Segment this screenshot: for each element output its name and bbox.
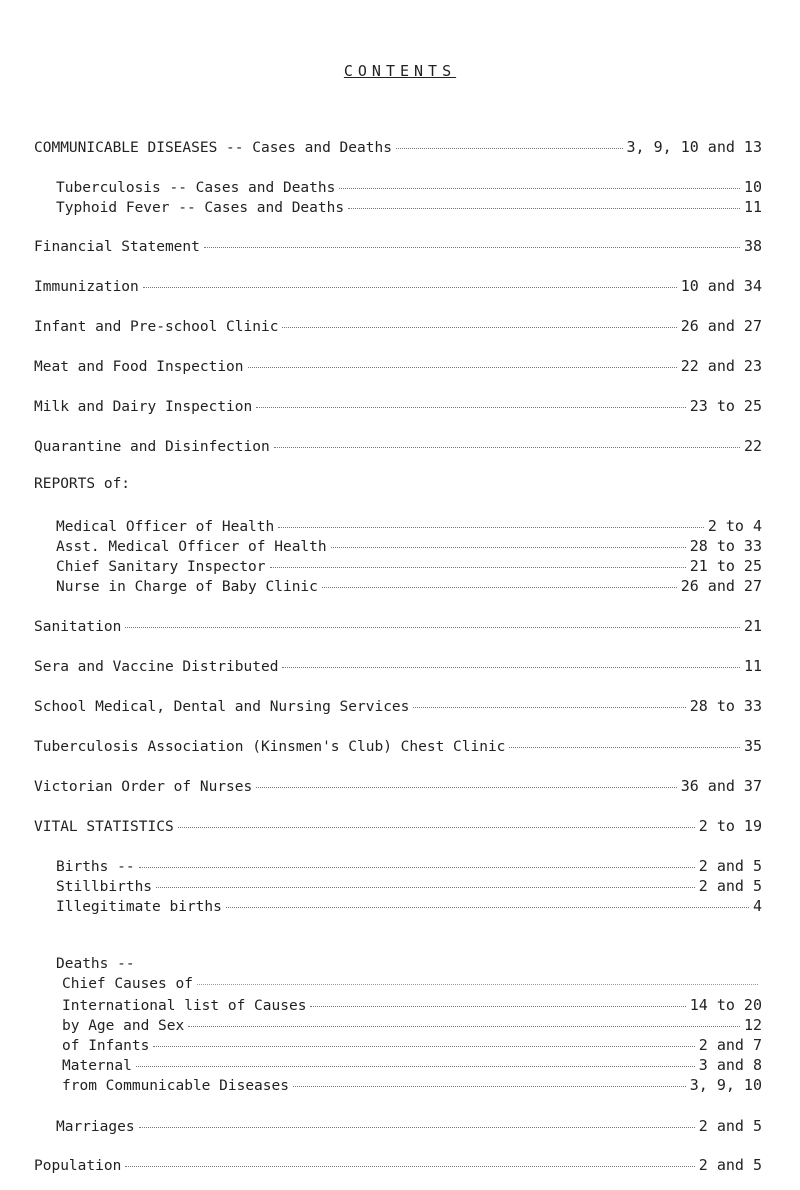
- toc-entry: [56, 877, 762, 895]
- toc-entry: [34, 357, 762, 375]
- toc-entry-page: 28 to 33: [689, 697, 762, 715]
- toc-entry: [56, 857, 762, 875]
- dot-leader: [282, 667, 740, 668]
- dot-leader: [274, 447, 740, 448]
- dot-leader: [197, 984, 758, 985]
- toc-entry: [62, 1076, 762, 1094]
- toc-entry-page: 2 and 5: [698, 877, 762, 895]
- toc-entry: [62, 1016, 762, 1034]
- toc-entry-label: Stillbirths: [56, 879, 153, 895]
- toc-entry: [62, 1036, 762, 1054]
- toc-entry-page: 10: [743, 178, 762, 196]
- dot-leader: [339, 188, 740, 189]
- toc-entry-label: Nurse in Charge of Baby Clinic: [56, 579, 318, 595]
- section-heading-deaths: Deaths --: [56, 956, 135, 972]
- toc-entry-label: Marriages: [56, 1119, 135, 1135]
- dot-leader: [348, 208, 740, 209]
- toc-entry: [34, 237, 762, 255]
- dot-leader: [143, 287, 677, 288]
- dot-leader: [139, 1127, 695, 1128]
- toc-entry: [34, 317, 762, 335]
- toc-entry-page: 26 and 27: [680, 317, 762, 335]
- toc-entry-label: Financial Statement: [34, 239, 200, 255]
- toc-entry-page: 2 and 7: [698, 1036, 762, 1054]
- dot-leader: [178, 827, 695, 828]
- toc-entry: [34, 777, 762, 795]
- section-heading-reports: REPORTS of:: [34, 476, 131, 492]
- toc-entry-page: 2 to 19: [698, 817, 762, 835]
- toc-entry: [34, 737, 762, 755]
- toc-entry: [34, 697, 762, 715]
- toc-entry-label: Milk and Dairy Inspection: [34, 399, 253, 415]
- dot-leader: [322, 587, 677, 588]
- toc-entry: [34, 657, 762, 675]
- dot-leader: [125, 627, 740, 628]
- toc-entry-page: 2 and 5: [698, 1156, 762, 1174]
- toc-entry-page: 38: [743, 237, 762, 255]
- toc-entry-label: Maternal: [62, 1058, 132, 1074]
- dot-leader: [413, 707, 685, 708]
- toc-entry-page: 36 and 37: [680, 777, 762, 795]
- toc-entry: [56, 517, 762, 535]
- toc-entry-page: 2 to 4: [707, 517, 762, 535]
- toc-entry-label: Births --: [56, 859, 135, 875]
- page-title: CONTENTS: [343, 62, 457, 80]
- dot-leader: [310, 1006, 685, 1007]
- toc-entry-label: Illegitimate births: [56, 899, 222, 915]
- dot-leader: [396, 148, 623, 149]
- toc-entry: [34, 617, 762, 635]
- dot-leader: [293, 1086, 686, 1087]
- dot-leader: [256, 787, 676, 788]
- toc-entry-label: Infant and Pre-school Clinic: [34, 319, 279, 335]
- toc-entry-label: COMMUNICABLE DISEASES -- Cases and Deaths: [34, 140, 392, 156]
- toc-entry: [56, 178, 762, 196]
- toc-entry-page: 3, 9, 10: [689, 1076, 762, 1094]
- toc-entry-label: Medical Officer of Health: [56, 519, 275, 535]
- dot-leader: [270, 567, 686, 568]
- toc-entry: [34, 437, 762, 455]
- toc-entry-page: 3, 9, 10 and 13: [626, 138, 762, 156]
- dot-leader: [278, 527, 704, 528]
- toc-entry-label: Chief Sanitary Inspector: [56, 559, 266, 575]
- toc-entry: [62, 1056, 762, 1074]
- toc-entry-page: 10 and 34: [680, 277, 762, 295]
- dot-leader: [125, 1166, 694, 1167]
- toc-entry-page: 11: [743, 657, 762, 675]
- toc-entry-label: Sanitation: [34, 619, 122, 635]
- toc-entry-page: 23 to 25: [689, 397, 762, 415]
- toc-entry: [34, 1156, 762, 1174]
- toc-entry-label: Asst. Medical Officer of Health: [56, 539, 327, 555]
- toc-entry-label: Meat and Food Inspection: [34, 359, 244, 375]
- toc-entry: [56, 1117, 762, 1135]
- toc-entry-page: 11: [743, 198, 762, 216]
- toc-entry: [62, 976, 762, 992]
- toc-entry-label: Tuberculosis -- Cases and Deaths: [56, 180, 336, 196]
- dot-leader: [509, 747, 740, 748]
- dot-leader: [136, 1066, 695, 1067]
- toc-entry-label: of Infants: [62, 1038, 150, 1054]
- toc-entry: [34, 817, 762, 835]
- toc-entry-label: by Age and Sex: [62, 1018, 185, 1034]
- toc-entry-page: 28 to 33: [689, 537, 762, 555]
- dot-leader: [226, 907, 749, 908]
- toc-entry-page: 12: [743, 1016, 762, 1034]
- dot-leader: [188, 1026, 740, 1027]
- toc-entry-page: 22 and 23: [680, 357, 762, 375]
- toc-entry-label: Quarantine and Disinfection: [34, 439, 270, 455]
- toc-entry-page: 2 and 5: [698, 1117, 762, 1135]
- dot-leader: [153, 1046, 694, 1047]
- toc-entry-label: Victorian Order of Nurses: [34, 779, 253, 795]
- toc-entry-label: Typhoid Fever -- Cases and Deaths: [56, 200, 345, 216]
- toc-entry: [34, 277, 762, 295]
- toc-entry-page: 4: [752, 897, 762, 915]
- toc-entry-label: Immunization: [34, 279, 139, 295]
- toc-entry: [56, 577, 762, 595]
- dot-leader: [256, 407, 686, 408]
- toc-entry: [56, 537, 762, 555]
- dot-leader: [282, 327, 676, 328]
- toc-entry-label: Population: [34, 1158, 122, 1174]
- dot-leader: [248, 367, 677, 368]
- toc-entry: [56, 198, 762, 216]
- toc-entry: [34, 138, 762, 156]
- toc-entry-label: International list of Causes: [62, 998, 307, 1014]
- dot-leader: [331, 547, 686, 548]
- toc-entry-page: 26 and 27: [680, 577, 762, 595]
- toc-entry-label: from Communicable Diseases: [62, 1078, 289, 1094]
- toc-entry-page: 21 to 25: [689, 557, 762, 575]
- toc-entry-page: 21: [743, 617, 762, 635]
- toc-entry-page: 2 and 5: [698, 857, 762, 875]
- toc-entry-label: School Medical, Dental and Nursing Services: [34, 699, 410, 715]
- toc-entry-page: 3 and 8: [698, 1056, 762, 1074]
- toc-entry-label: VITAL STATISTICS: [34, 819, 174, 835]
- toc-entry-page: 35: [743, 737, 762, 755]
- dot-leader: [139, 867, 695, 868]
- toc-entry-label: Sera and Vaccine Distributed: [34, 659, 279, 675]
- toc-entry: [56, 897, 762, 915]
- dot-leader: [204, 247, 740, 248]
- toc-entry-page: 14 to 20: [689, 996, 762, 1014]
- toc-entry-label: Chief Causes of: [62, 976, 193, 992]
- toc-entry-label: Tuberculosis Association (Kinsmen's Club) Chest Clinic: [34, 739, 506, 755]
- toc-entry: [34, 397, 762, 415]
- toc-entry: [56, 557, 762, 575]
- toc-entry-page: 22: [743, 437, 762, 455]
- dot-leader: [156, 887, 695, 888]
- toc-entry: [62, 996, 762, 1014]
